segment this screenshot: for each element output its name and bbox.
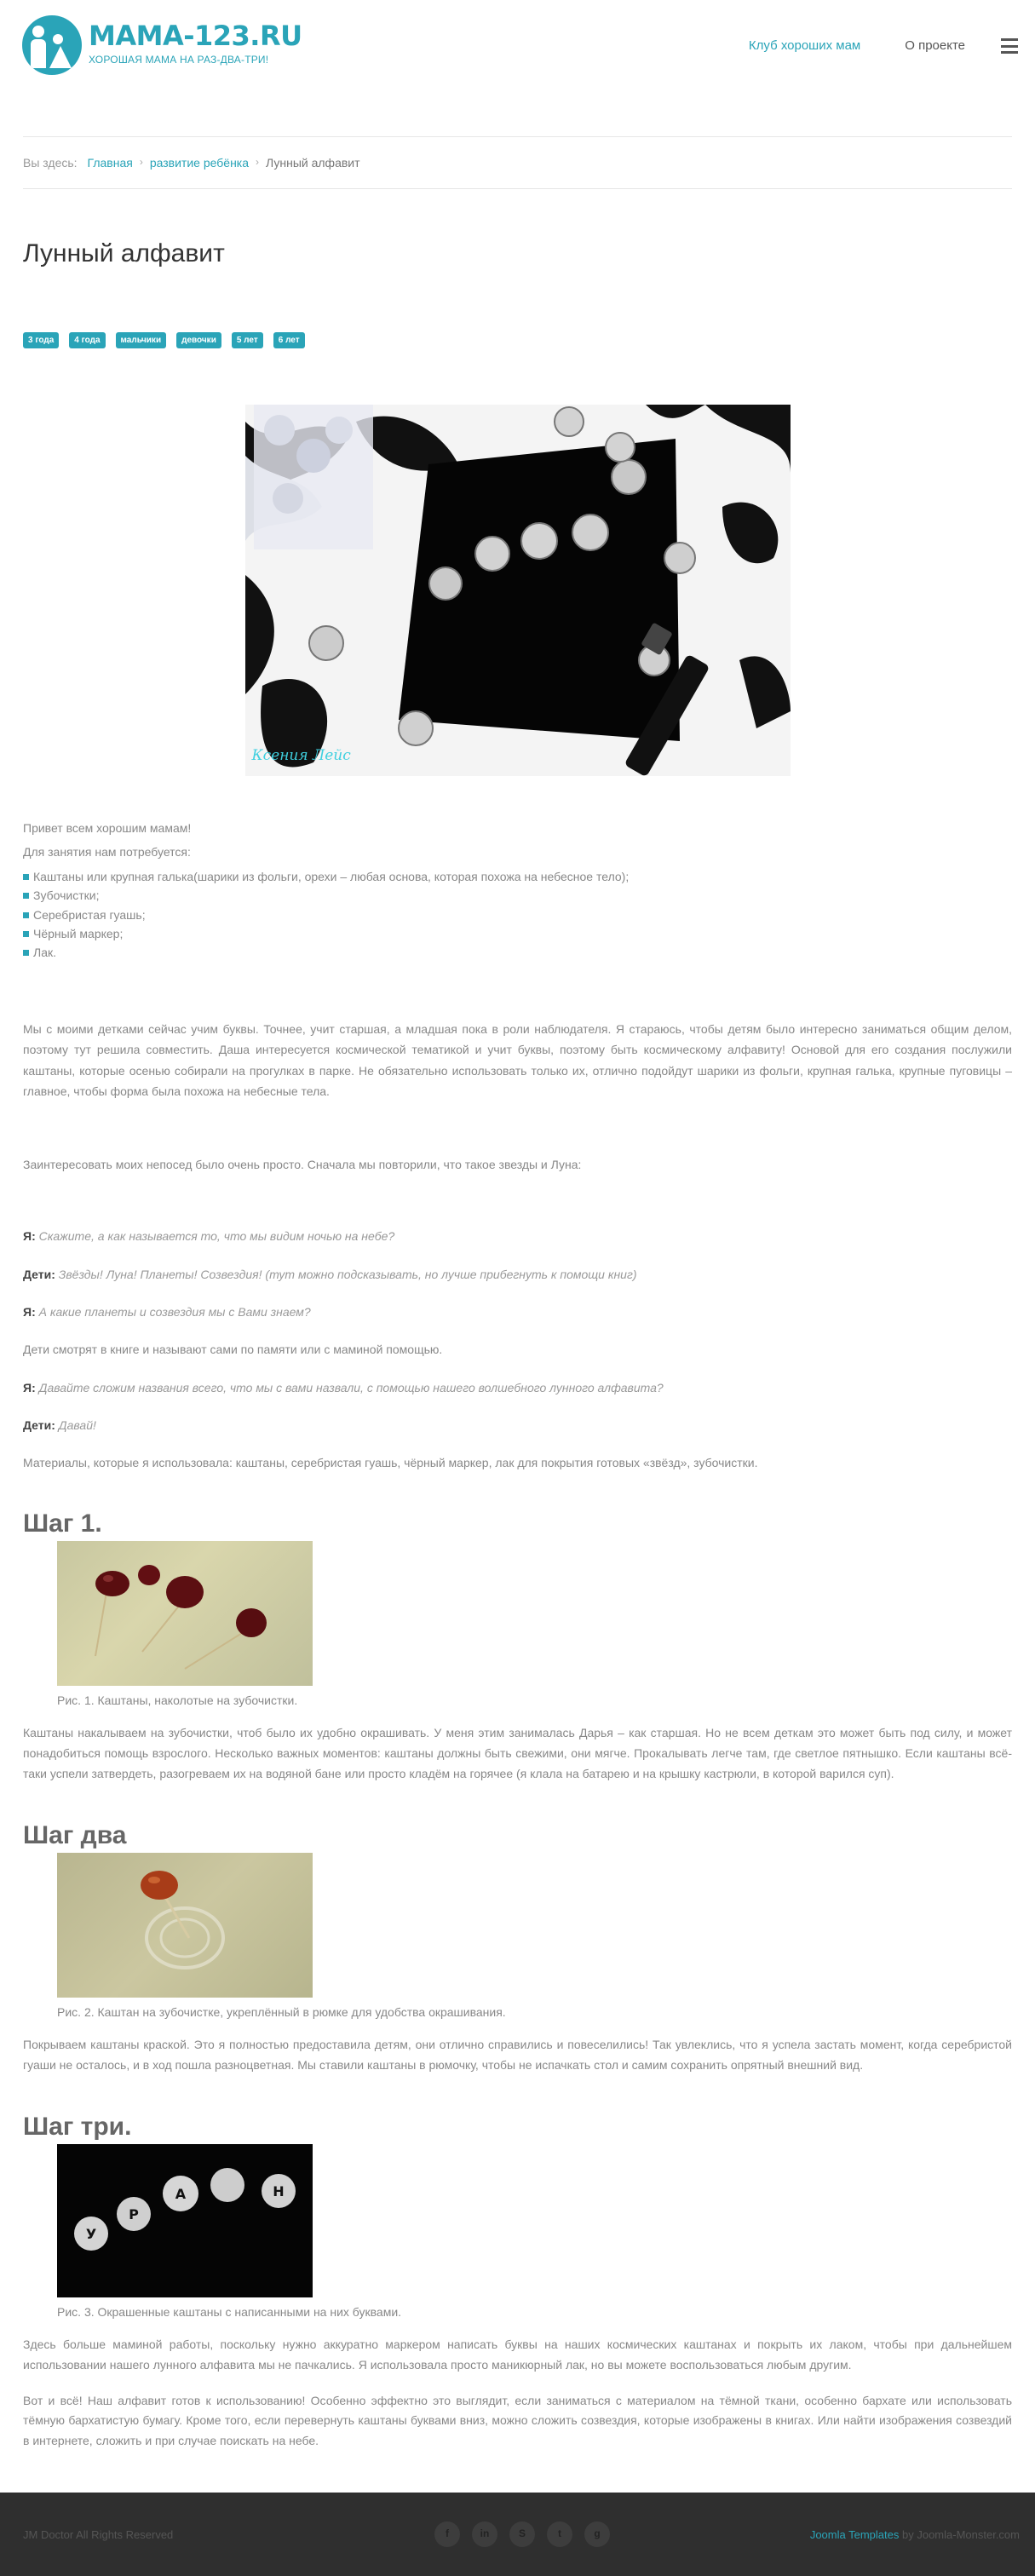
step-text: Покрываем каштаны краской. Это я полностью предоставила детям, они отлично справились и повеселились! Так увлеклись, что я успела застать момент, когда серебристой гуаши не осталось, и в ход пошла разноцветная. Мы ставили каштаны в рюмочку, чтобы не испачкать стол и самим сохранить опрятный внешний вид. bbox=[23, 2038, 1012, 2072]
skype-icon[interactable]: S bbox=[509, 2521, 535, 2547]
article-paragraph: Заинтересовать моих непосед было очень просто. Сначала мы повторили, что такое звезды и Луна: bbox=[23, 1157, 582, 1171]
tag-link[interactable]: 4 года bbox=[69, 332, 105, 348]
divider bbox=[23, 188, 1012, 189]
dialog-speaker: Я: bbox=[23, 1304, 36, 1319]
dialog-speaker: Дети: bbox=[23, 1267, 55, 1281]
article-tags bbox=[23, 332, 1012, 348]
breadcrumb-separator-icon: › bbox=[139, 156, 143, 169]
linkedin-icon[interactable]: in bbox=[472, 2521, 497, 2547]
list-item: Каштаны или крупная галька(шарики из фольги, орехи – любая основа, которая похожа на небесное тело); bbox=[23, 867, 1012, 886]
greeting-text: Привет всем хорошим мамам! bbox=[23, 821, 192, 835]
dialog-line bbox=[23, 1378, 1012, 1397]
article bbox=[0, 233, 1035, 2452]
menu-icon[interactable] bbox=[1001, 38, 1018, 54]
step-heading: Шаг три. bbox=[23, 2112, 132, 2141]
dialog-line bbox=[23, 1416, 1012, 1435]
site-footer bbox=[0, 2493, 1035, 2576]
intro bbox=[23, 819, 1012, 963]
svg-text:Н: Н bbox=[273, 2182, 285, 2199]
supplies-list bbox=[23, 867, 1012, 963]
dialog-line bbox=[23, 1340, 1012, 1359]
facebook-icon[interactable]: f bbox=[434, 2521, 460, 2547]
chestnuts-on-toothpicks-photo bbox=[57, 1541, 313, 1686]
hero-image bbox=[245, 405, 791, 776]
dialog bbox=[23, 1227, 1012, 1473]
top-navigation bbox=[749, 36, 1018, 56]
step-text: Здесь больше маминой работы, поскольку нужно аккуратно маркером написать буквы на наших космических каштанах и покрыть их лаком, чтобы при дальнейшем использовании нашего лунного алфавита мы не пачкались. Я использовала просто маникюрный лак, но вы можете воспользоваться любым другим. bbox=[23, 2337, 1012, 2372]
article-paragraph: Мы с моими детками сейчас учим буквы. Точнее, учит старшая, а младшая пока в роли наблюдателя. Я стараюсь, чтобы детям было интересно заниматься общим делом, поэтому тут решила совместить. Даша интересуется космической тематикой и учит буквы, поэтому быть космическому алфавиту! Основой для его создания послужили каштаны, которые осенью собирали на прогулках в парке. Не обязательно использовать только их, отлично подойдут шарики из фольги, крупная галька, крупные пуговицы – главное, чтобы форма была похожа на небесные тела. bbox=[23, 1021, 1012, 1099]
list-item: Лак. bbox=[23, 943, 1012, 962]
dialog-line bbox=[23, 1227, 1012, 1245]
tag-link[interactable]: мальчики bbox=[116, 332, 167, 348]
dialog-line bbox=[23, 1302, 1012, 1321]
tag-link[interactable]: 5 лет bbox=[232, 332, 263, 348]
tag-link[interactable]: девочки bbox=[176, 332, 221, 348]
dialog-speaker: Я: bbox=[23, 1380, 36, 1394]
list-item: Зубочистки; bbox=[23, 886, 1012, 905]
breadcrumb-current: Лунный алфавит bbox=[266, 155, 360, 170]
site-tagline: ХОРОШАЯ МАМА НА РАЗ-ДВА-ТРИ! bbox=[89, 53, 269, 66]
breadcrumb-home-link[interactable]: Главная bbox=[87, 155, 133, 170]
breadcrumb bbox=[0, 137, 1035, 188]
moon-alphabet-photo bbox=[245, 405, 791, 776]
dialog-line bbox=[23, 1265, 1012, 1284]
figure bbox=[57, 2144, 1012, 2321]
figure-caption: Рис. 1. Каштаны, наколотые на зубочистки. bbox=[57, 1693, 298, 1707]
figure bbox=[57, 1853, 1012, 2021]
nav-club-link[interactable]: Клуб хороших мам bbox=[748, 38, 861, 53]
chestnut-in-glass-photo bbox=[57, 1853, 313, 1998]
dialog-text: Звёзды! Луна! Планеты! Созвездия! (тут можно подсказывать, но лучше прибегнуть к помощи книг) bbox=[58, 1267, 637, 1281]
dialog-text: Скажите, а как называется то, что мы видим ночью на небе? bbox=[38, 1229, 395, 1244]
final-paragraph: Вот и всё! Наш алфавит готов к использованию! Особенно эффектно это выглядит, если заниматься с материалом на тёмной ткани, особенно бархате или использовать тёмную бархатистую бумагу. Кроме того, если перевернуть каштаны буквами вниз, можно сложить созвездия, которые изображены в книгах. Или найти изображения созвездий в интернете, сложить и при случае поискать на небе. bbox=[23, 2393, 1012, 2448]
svg-text:А: А bbox=[175, 2185, 187, 2202]
dialog-text: Давай! bbox=[58, 1418, 96, 1433]
figure-caption: Рис. 2. Каштан на зубочистке, укреплённый в рюмке для удобства окрашивания. bbox=[57, 2004, 506, 2019]
logo-icon bbox=[22, 15, 82, 75]
dialog-text: А какие планеты и созвездия мы с Вами знаем? bbox=[38, 1304, 311, 1319]
breadcrumb-label: Вы здесь: bbox=[23, 155, 78, 170]
step-text: Каштаны накалываем на зубочистки, чтоб было их удобно окрашивать. У меня этим занималась Дарья – как старшая. Но не всем деткам это может быть под силу, и может понадобиться помощь взрослого. Несколько важных моментов: каштаны должны быть свежими, они мягче. Прокалывать легче там, где светлое пятнышко. Если каштаны всё-таки успели затвердеть, разогреваем их на водяной бане или просто кладём на горячее (я клала на батарею и на крышку кастрюли, в которой варился суп). bbox=[23, 1726, 1012, 1780]
breadcrumb-separator-icon: › bbox=[256, 156, 260, 169]
article-title: Лунный алфавит bbox=[23, 239, 225, 267]
dialog-text: Дети смотрят в книге и называют сами по памяти или с маминой помощью. bbox=[23, 1343, 443, 1357]
joomla-templates-link[interactable]: Joomla Templates bbox=[809, 2528, 900, 2541]
supplies-intro: Для занятия нам потребуется: bbox=[23, 845, 191, 860]
list-item: Серебристая гуашь; bbox=[23, 906, 1012, 924]
svg-text:Р: Р bbox=[129, 2205, 139, 2222]
footer-copyright: JM Doctor All Rights Reserved bbox=[23, 2528, 174, 2541]
dialog-text: Давайте сложим названия всего, что мы с вами назвали, с помощью нашего волшебного лунного алфавита? bbox=[38, 1380, 664, 1394]
nav-about-link[interactable]: О проекте bbox=[905, 38, 965, 53]
figure bbox=[57, 1541, 1012, 1710]
step-heading: Шаг 1. bbox=[23, 1509, 102, 1538]
site-header bbox=[0, 0, 1035, 95]
list-item: Чёрный маркер; bbox=[23, 924, 1012, 943]
google-plus-icon[interactable]: g bbox=[584, 2521, 610, 2547]
svg-text:У: У bbox=[85, 2225, 97, 2242]
footer-credit-by: by Joomla-Monster.com bbox=[902, 2528, 1020, 2541]
dialog-speaker: Дети: bbox=[23, 1418, 55, 1433]
site-title: MAMA-123.RU bbox=[89, 19, 302, 52]
social-links bbox=[434, 2521, 622, 2547]
breadcrumb-section-link[interactable]: развитие ребёнка bbox=[149, 155, 250, 170]
footer-credit bbox=[810, 2527, 1020, 2544]
painted-chestnuts-photo bbox=[57, 2144, 313, 2297]
materials-text: Материалы, которые я использовала: каштаны, серебристая гуашь, чёрный маркер, лак для покрытия готовых «звёзд», зубочистки. bbox=[23, 1456, 758, 1470]
tag-link[interactable]: 3 года bbox=[23, 332, 59, 348]
site-logo[interactable] bbox=[22, 15, 302, 75]
twitter-icon[interactable]: t bbox=[547, 2521, 572, 2547]
dialog-speaker: Я: bbox=[23, 1229, 36, 1244]
step-heading: Шаг два bbox=[23, 1820, 127, 1849]
tag-link[interactable]: 6 лет bbox=[273, 332, 305, 348]
hero-signature: Ксения Лейс bbox=[251, 746, 351, 764]
figure-caption: Рис. 3. Окрашенные каштаны с написанными на них буквами. bbox=[57, 2304, 402, 2319]
